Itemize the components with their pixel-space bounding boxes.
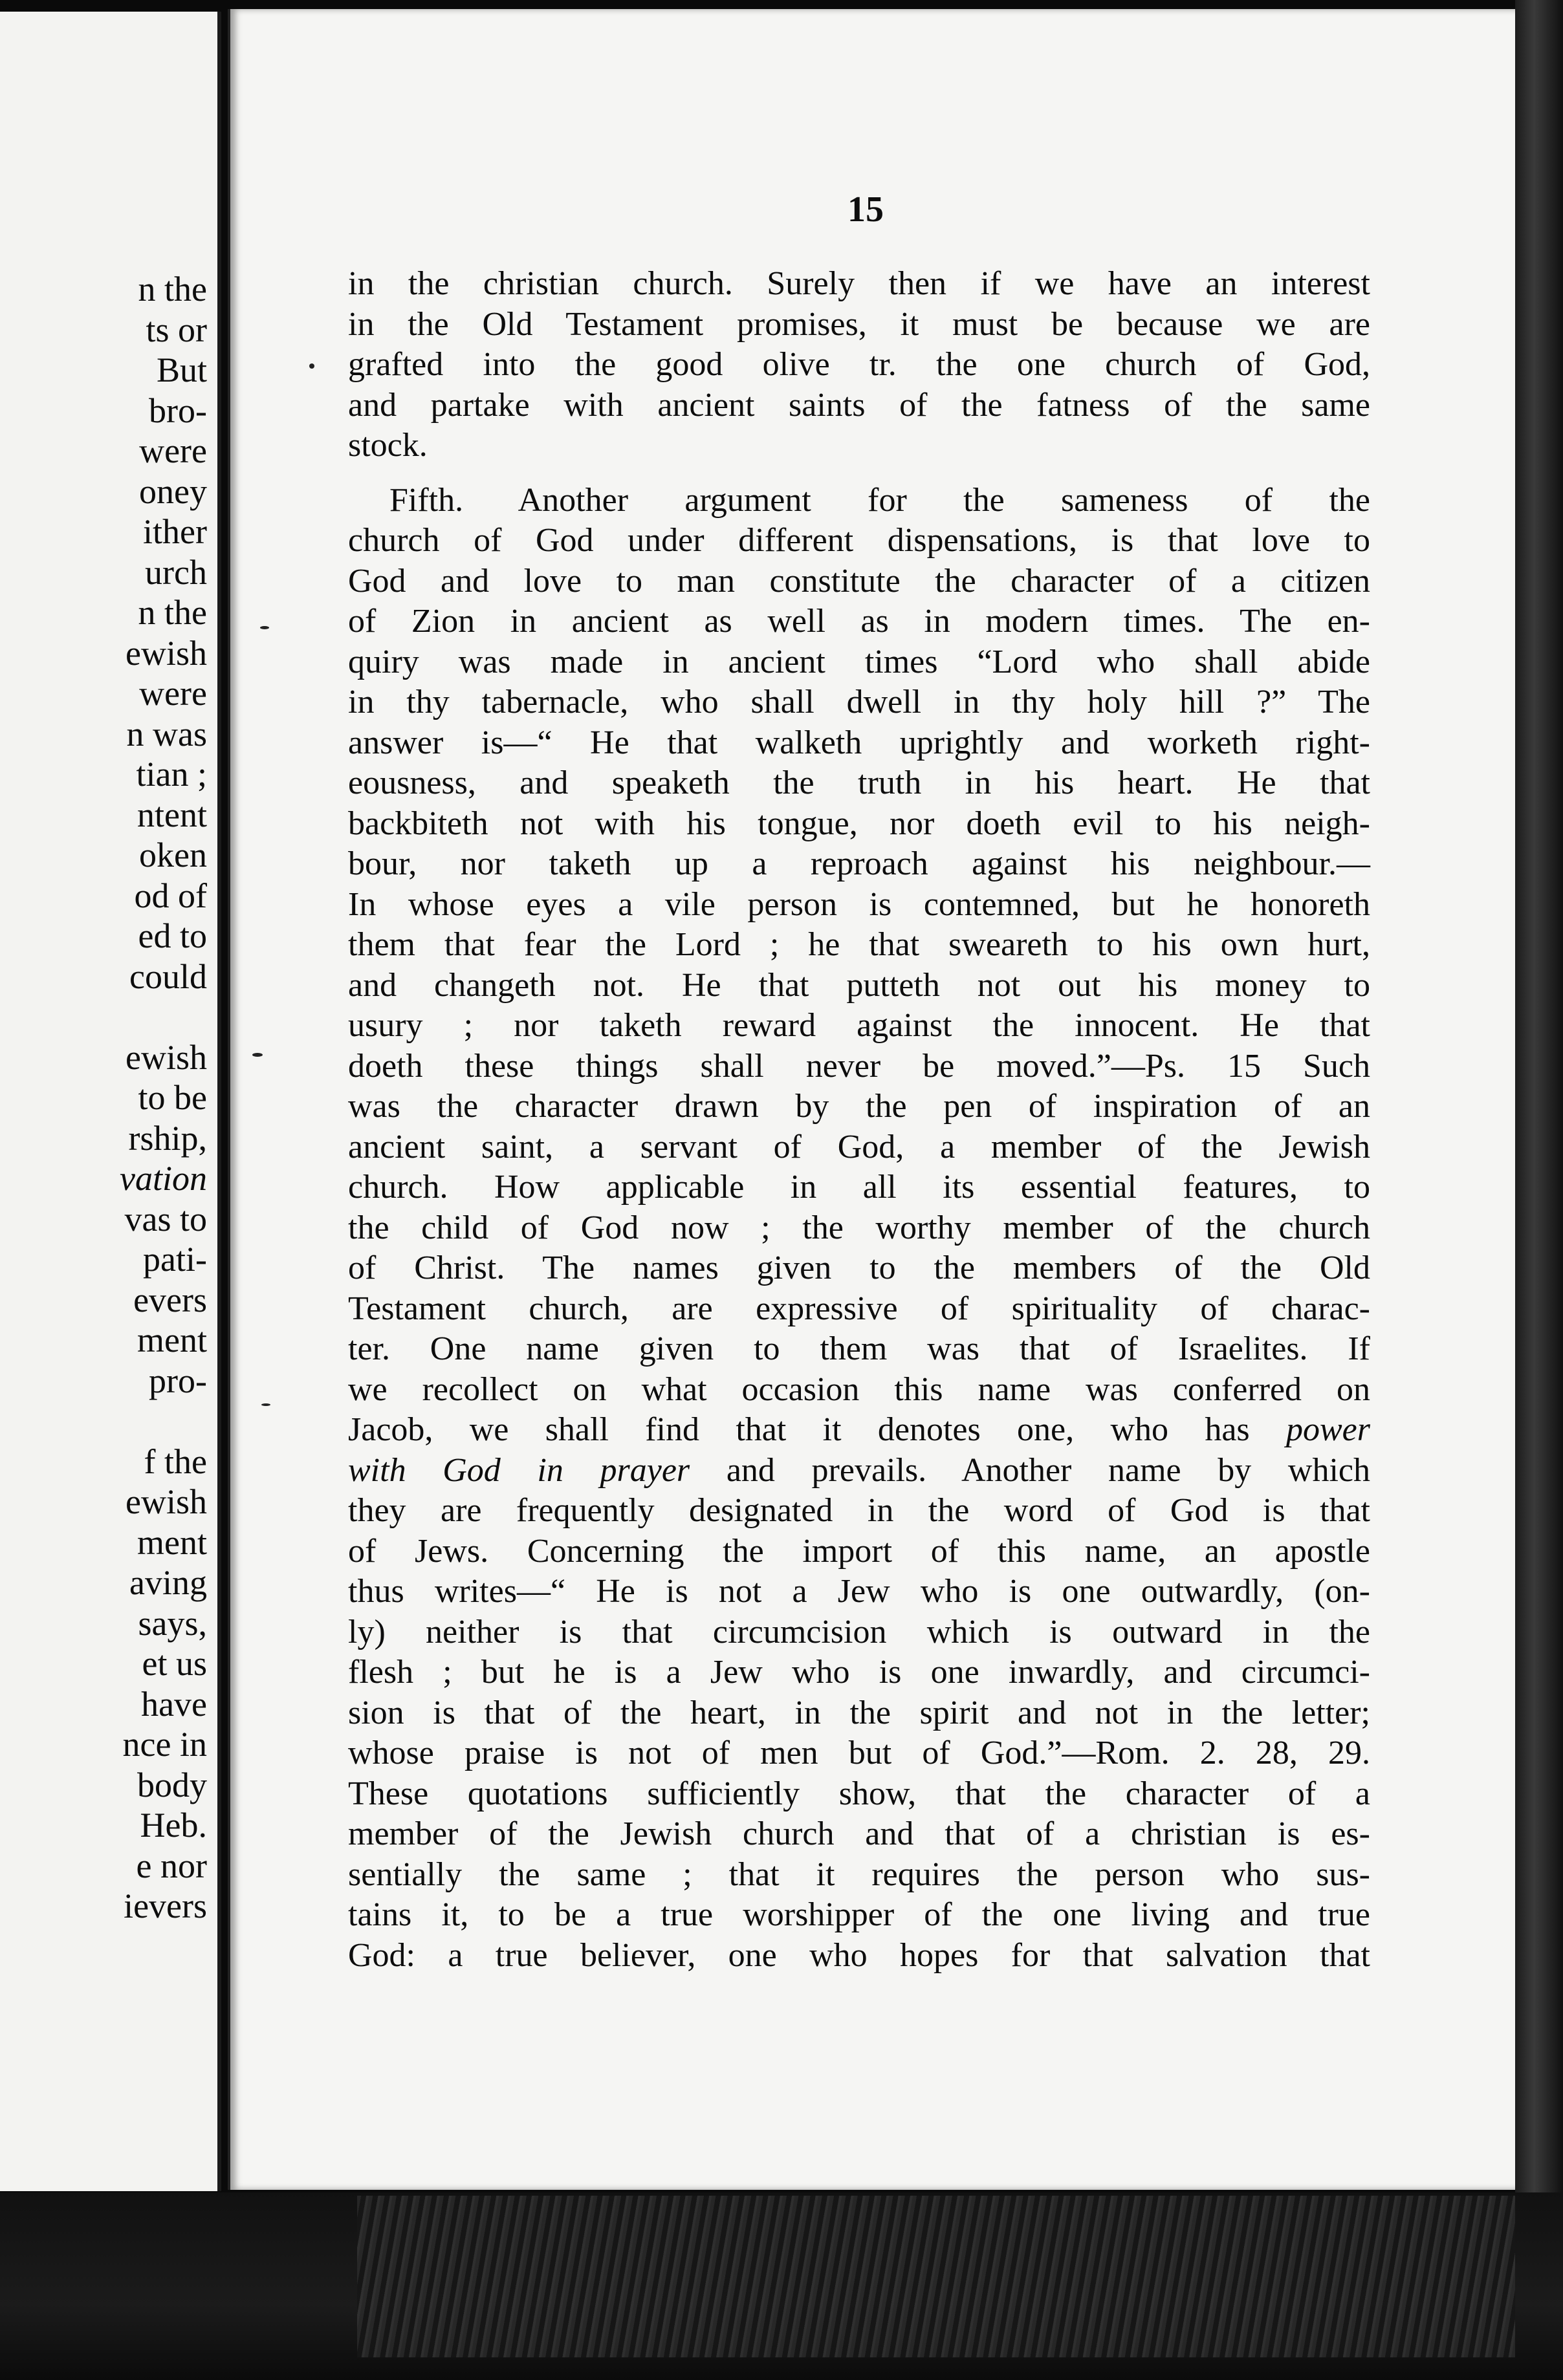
italic-phrase: with God in prayer	[348, 1451, 690, 1489]
text-line	[348, 1370, 1370, 1411]
margin-speck	[261, 1403, 270, 1406]
left-page-fragment: says,	[138, 1603, 207, 1643]
left-page-fragment: to be	[138, 1078, 207, 1117]
left-page-fragment: oney	[139, 471, 207, 511]
text-line	[348, 1087, 1370, 1127]
page-number: 15	[847, 189, 884, 230]
text-line	[348, 885, 1370, 925]
text-line	[348, 1895, 1370, 1936]
text-line	[348, 1491, 1370, 1531]
page-edge-shadow	[1515, 0, 1563, 2199]
text-line	[348, 723, 1370, 764]
text-run: bour, nor taketh up a reproach against his neighbour.—	[348, 845, 1370, 882]
left-page-fragment: ewish	[126, 1037, 207, 1077]
text-line	[348, 763, 1370, 804]
text-run: in the Old Testament promises, it must be because we are	[348, 305, 1370, 343]
text-run: Fifth. Another argument for the sameness of the	[389, 481, 1370, 519]
text-run: grafted into the good olive tr. the one church of God,	[348, 346, 1370, 383]
text-run: answer is—“ He that walketh uprightly and worketh right-	[348, 724, 1370, 761]
left-page-fragment: ntent	[137, 795, 207, 834]
text-run: and prevails. Another name by which	[690, 1451, 1370, 1489]
left-page-fragment: have	[141, 1684, 207, 1724]
text-run: whose praise is not of men but of God.”—Rom. 2. 28, 29.	[348, 1735, 1370, 1771]
text-line	[348, 601, 1370, 642]
text-line	[348, 1814, 1370, 1855]
left-page-fragment	[10, 1401, 217, 1442]
text-run: of Jews. Concerning the import of this name, an apostle	[348, 1532, 1370, 1570]
left-page-fragment: bro-	[149, 391, 207, 430]
text-run: God and love to man constitute the character of a citizen	[348, 562, 1370, 600]
text-line	[348, 1289, 1370, 1330]
left-page-fragment: urch	[145, 552, 207, 592]
text-line	[348, 1248, 1370, 1289]
text-run: member of the Jewish church and that of a christian is es-	[348, 1815, 1370, 1852]
left-page-fragment: were	[139, 674, 207, 713]
text-run: ancient saint, a servant of God, a member of the Jewish	[348, 1128, 1370, 1165]
text-line	[348, 1693, 1370, 1734]
left-page-fragment: n was	[126, 714, 207, 753]
text-run: was the character drawn by the pen of inspiration of an	[348, 1088, 1370, 1125]
left-page-fragment: ievers	[124, 1887, 207, 1925]
text-run: in the christian church. Surely then if we have an interest	[348, 265, 1370, 302]
text-run: ly) neither is that circumcision which is outward in the	[348, 1613, 1370, 1650]
left-page-fragment: e nor	[136, 1846, 207, 1885]
text-run: sentially the same ; that it requires the person who sus-	[348, 1855, 1370, 1893]
text-run: them that fear the Lord ; he that sweareth to his own hurt,	[348, 926, 1370, 963]
text-line	[348, 1329, 1370, 1370]
text-run: the child of God now ; the worthy member of the church	[348, 1209, 1370, 1246]
text-run: and partake with ancient saints of the fatness of the same	[348, 386, 1370, 424]
left-page-fragment: body	[137, 1765, 207, 1804]
text-line	[348, 682, 1370, 723]
text-line	[348, 385, 1370, 426]
text-run: of Zion in ancient as well as in modern times. The en-	[348, 603, 1370, 640]
margin-speck	[309, 363, 314, 369]
text-line	[348, 925, 1370, 966]
text-line	[348, 1733, 1370, 1774]
left-page-fragment: aving	[129, 1563, 207, 1602]
text-run: of Christ. The names given to the members of the Old	[348, 1250, 1370, 1286]
text-run: usury ; nor taketh reward against the innocent. He that	[348, 1007, 1370, 1044]
text-run: church of God under different dispensations, is that love to	[348, 522, 1370, 559]
text-run: stock.	[348, 427, 428, 464]
left-page-fragment: ither	[143, 512, 207, 551]
text-run: ter. One name given to them was that of Israelites. If	[348, 1330, 1370, 1367]
text-line	[348, 1531, 1370, 1572]
left-page-fragment: rship,	[128, 1118, 207, 1158]
text-run: quiry was made in ancient times “Lord who shall abide	[348, 643, 1370, 680]
text-line	[348, 1612, 1370, 1653]
text-line	[348, 521, 1370, 561]
text-run: These quotations sufficiently show, that the character of a	[348, 1775, 1370, 1812]
text-line	[348, 1006, 1370, 1046]
text-line	[348, 1127, 1370, 1168]
text-run: God: a true believer, one who hopes for that salvation that	[348, 1936, 1370, 1974]
left-page-fragment: ed to	[138, 916, 207, 955]
margin-speck	[252, 1053, 263, 1057]
left-page-fragment	[10, 997, 217, 1037]
italic-phrase: power	[1286, 1411, 1370, 1448]
left-page-fragment: Heb.	[140, 1806, 207, 1844]
text-line	[348, 561, 1370, 602]
text-run: sion is that of the heart, in the spirit and not in the letter;	[348, 1694, 1370, 1731]
left-page-fragment: tian ;	[136, 755, 207, 794]
text-line	[348, 426, 1370, 466]
page-body-text	[348, 264, 1370, 1976]
text-line	[348, 305, 1370, 345]
text-line	[348, 1410, 1370, 1451]
text-line	[348, 1167, 1370, 1208]
left-page-fragment: et us	[142, 1644, 207, 1683]
text-run: eousness, and speaketh the truth in his heart. He that	[348, 764, 1370, 801]
left-page-fragment: n the	[138, 593, 207, 632]
left-page-fragment: oken	[139, 836, 207, 874]
left-page-text-fragments	[10, 269, 217, 1927]
text-run: in thy tabernacle, who shall dwell in thy holy hill ?” The	[348, 684, 1370, 720]
left-page	[0, 12, 221, 2191]
bottom-binding-cloth	[357, 2196, 1515, 2357]
text-run: and changeth not. He that putteth not out his money to	[348, 966, 1370, 1004]
text-line	[348, 1046, 1370, 1087]
text-run: doeth these things shall never be moved.”—Ps. 15 Such	[348, 1047, 1370, 1085]
left-page-fragment: pati-	[143, 1240, 207, 1279]
left-page-fragment: ment	[137, 1321, 207, 1359]
left-page-fragment: od of	[134, 876, 207, 915]
left-page-fragment: vas to	[124, 1199, 207, 1239]
left-page-fragment: ment	[137, 1522, 207, 1562]
text-line	[348, 1572, 1370, 1612]
text-line	[348, 642, 1370, 683]
text-line	[348, 1855, 1370, 1896]
text-run: In whose eyes a vile person is contemned, but he honoreth	[348, 885, 1370, 923]
text-line	[348, 844, 1370, 885]
left-page-fragment: vation	[120, 1159, 207, 1198]
left-page-fragment: nce in	[122, 1725, 207, 1764]
text-line	[348, 1208, 1370, 1249]
left-page-fragment: f the	[144, 1442, 207, 1481]
left-page-fragment: ts or	[146, 310, 207, 349]
left-page-fragment: But	[156, 351, 207, 389]
text-line	[348, 1936, 1370, 1976]
left-page-fragment: were	[139, 431, 207, 470]
left-page-fragment: n the	[138, 270, 207, 308]
margin-speck	[260, 626, 269, 629]
text-line	[348, 1652, 1370, 1693]
text-run: we recollect on what occasion this name was conferred on	[348, 1370, 1370, 1408]
text-run: Testament church, are expressive of spirituality of charac-	[348, 1290, 1370, 1327]
text-run: flesh ; but he is a Jew who is one inwardly, and circumci-	[348, 1654, 1370, 1691]
text-run: Jacob, we shall find that it denotes one, who has	[348, 1411, 1286, 1448]
text-run: backbiteth not with his tongue, nor doeth evil to his neigh-	[348, 805, 1370, 842]
left-page-fragment: ewish	[126, 1482, 207, 1521]
text-line	[348, 1451, 1370, 1491]
left-page-fragment: evers	[133, 1280, 207, 1319]
text-run: thus writes—“ He is not a Jew who is one outwardly, (on-	[348, 1573, 1370, 1610]
left-page-fragment: could	[129, 957, 207, 996]
text-line	[348, 804, 1370, 845]
text-line	[348, 264, 1370, 305]
text-run: church. How applicable in all its essential features, to	[348, 1169, 1370, 1206]
left-page-fragment: ewish	[126, 633, 207, 673]
text-run: they are frequently designated in the word of God is that	[348, 1492, 1370, 1529]
text-line	[348, 966, 1370, 1006]
text-line	[348, 345, 1370, 385]
text-line	[348, 481, 1370, 521]
text-line	[348, 1774, 1370, 1815]
left-page-fragment: pro-	[149, 1361, 207, 1400]
text-run: tains it, to be a true worshipper of the one living and true	[348, 1896, 1370, 1933]
